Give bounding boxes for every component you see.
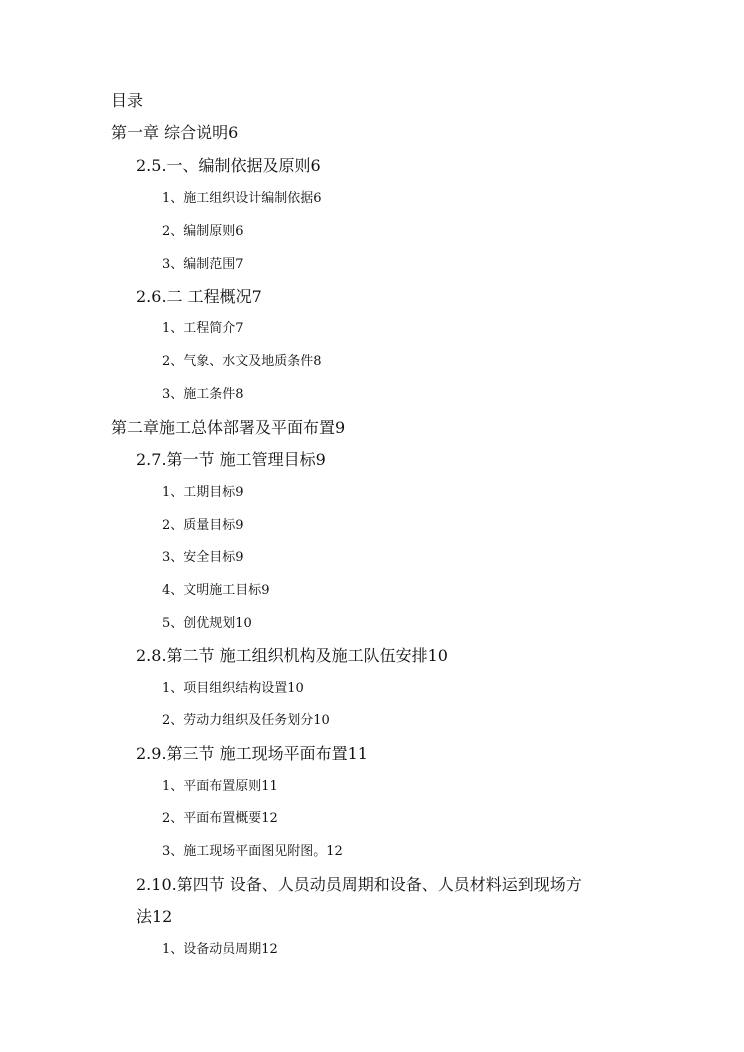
toc-section-2-7[interactable]: 2.7.第一节 施工管理目标9 [136, 450, 326, 469]
toc-item[interactable]: 3、编制范围7 [162, 257, 244, 272]
toc-item[interactable]: 2、劳动力组织及任务划分10 [162, 713, 330, 728]
toc-item[interactable]: 1、施工组织设计编制依据6 [162, 191, 322, 206]
toc-item[interactable]: 4、文明施工目标9 [162, 583, 270, 598]
toc-item[interactable]: 2、编制原则6 [162, 224, 244, 239]
toc-item[interactable]: 2、气象、水文及地质条件8 [162, 354, 322, 369]
toc-item[interactable]: 1、项目组织结构设置10 [162, 681, 304, 696]
toc-section-2-10-wrap[interactable]: 法12 [136, 907, 173, 926]
toc-item[interactable]: 2、平面布置概要12 [162, 811, 278, 826]
toc-item[interactable]: 3、施工条件8 [162, 387, 244, 402]
toc-item[interactable]: 3、安全目标9 [162, 550, 244, 565]
toc-chapter-1[interactable]: 第一章 综合说明6 [111, 123, 239, 142]
toc-section-2-6[interactable]: 2.6.二 工程概况7 [136, 287, 262, 306]
toc-item[interactable]: 3、施工现场平面图见附图。12 [162, 844, 343, 859]
toc-section-2-10[interactable]: 2.10.第四节 设备、人员动员周期和设备、人员材料运到现场方 [136, 875, 582, 894]
toc-section-2-9[interactable]: 2.9.第三节 施工现场平面布置11 [136, 744, 368, 763]
toc-item[interactable]: 2、质量目标9 [162, 518, 244, 533]
toc-section-2-5[interactable]: 2.5.一、编制依据及原则6 [136, 156, 321, 175]
toc-section-2-8[interactable]: 2.8.第二节 施工组织机构及施工队伍安排10 [136, 646, 448, 665]
toc-item[interactable]: 1、平面布置原则11 [162, 779, 278, 794]
toc-item[interactable]: 1、设备动员周期12 [162, 942, 278, 957]
toc-item[interactable]: 1、工程简介7 [162, 321, 244, 336]
toc-title: 目录 [111, 91, 144, 110]
toc-chapter-2[interactable]: 第二章施工总体部署及平面布置9 [111, 418, 346, 437]
toc-item[interactable]: 1、工期目标9 [162, 485, 244, 500]
toc-item[interactable]: 5、创优规划10 [162, 616, 252, 631]
